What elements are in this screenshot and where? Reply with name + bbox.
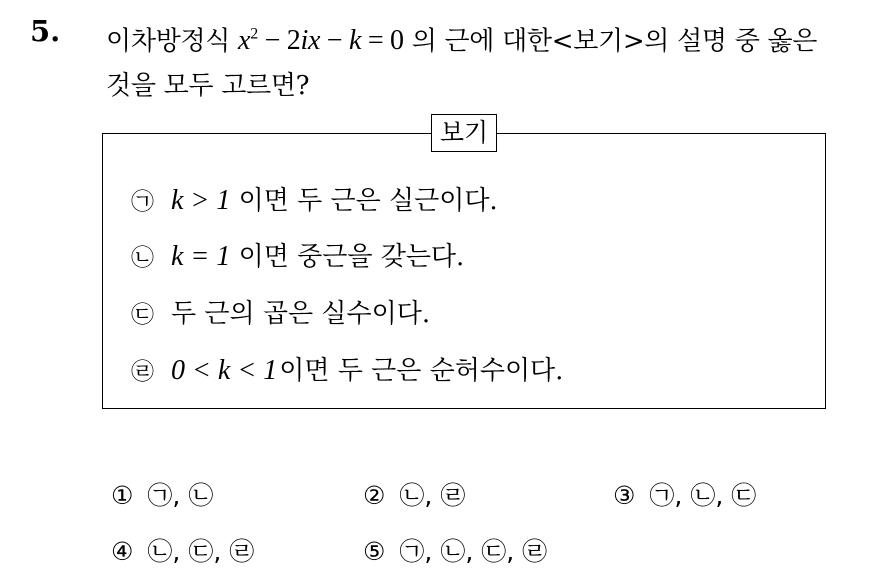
choice-number: ④ — [111, 537, 134, 566]
eq-rest: = 0 — [361, 25, 404, 57]
choice-3[interactable] — [613, 476, 756, 512]
stem-suffix: 의 근에 대한<보기>의 설명 중 옳은 — [403, 26, 818, 57]
choice-text: ㉠, ㉡ — [147, 481, 214, 510]
equation — [238, 25, 404, 56]
stem-line2: 것을 모두 고르면? — [106, 71, 310, 102]
choice-5[interactable] — [363, 532, 547, 568]
question-stem — [106, 12, 866, 109]
statement-math: k = 1 — [171, 241, 231, 272]
choice-text: ㉠, ㉡, ㉢ — [649, 481, 757, 510]
eq-exponent: 2 — [250, 26, 258, 43]
statement-mark: ㉣ — [131, 359, 154, 385]
statement-mark: ㉠ — [131, 189, 154, 215]
stem-prefix: 이차방정식 — [106, 26, 239, 57]
choice-text: ㉠, ㉡, ㉢, ㉣ — [399, 537, 548, 566]
choice-text: ㉡, ㉢, ㉣ — [147, 537, 255, 566]
statement-text: 이면 중근을 갖는다. — [230, 242, 465, 272]
choice-text: ㉡, ㉣ — [399, 481, 466, 510]
eq-minus: − — [320, 25, 349, 57]
statement-text: 두 근의 곱은 실수이다. — [171, 299, 431, 329]
statement-math: k > 1 — [171, 185, 231, 216]
question-number: 5. — [30, 14, 61, 48]
statement-3 — [131, 293, 430, 330]
statement-math: 0 < k < 1 — [171, 355, 278, 386]
choice-number: ② — [363, 481, 386, 510]
statement-4 — [131, 350, 563, 387]
eq-mid: − 2 — [257, 25, 301, 57]
statement-mark: ㉢ — [131, 302, 154, 328]
choice-number: ① — [111, 481, 134, 510]
choice-number: ③ — [613, 481, 636, 510]
statement-text: 이면 두 근은 실근이다. — [230, 186, 498, 216]
statement-1 — [131, 180, 498, 217]
statement-text: 이면 두 근은 순허수이다. — [279, 356, 564, 386]
statement-mark: ㉡ — [131, 245, 154, 271]
eq-ix: ix — [300, 25, 321, 57]
choice-number: ⑤ — [363, 537, 386, 566]
bogi-title: 보기 — [431, 114, 497, 152]
eq-x: x — [238, 25, 251, 57]
statement-2 — [131, 236, 464, 273]
choice-1[interactable] — [111, 476, 213, 512]
choice-2[interactable] — [363, 476, 465, 512]
choice-4[interactable] — [111, 532, 254, 568]
eq-k: k — [349, 25, 362, 57]
